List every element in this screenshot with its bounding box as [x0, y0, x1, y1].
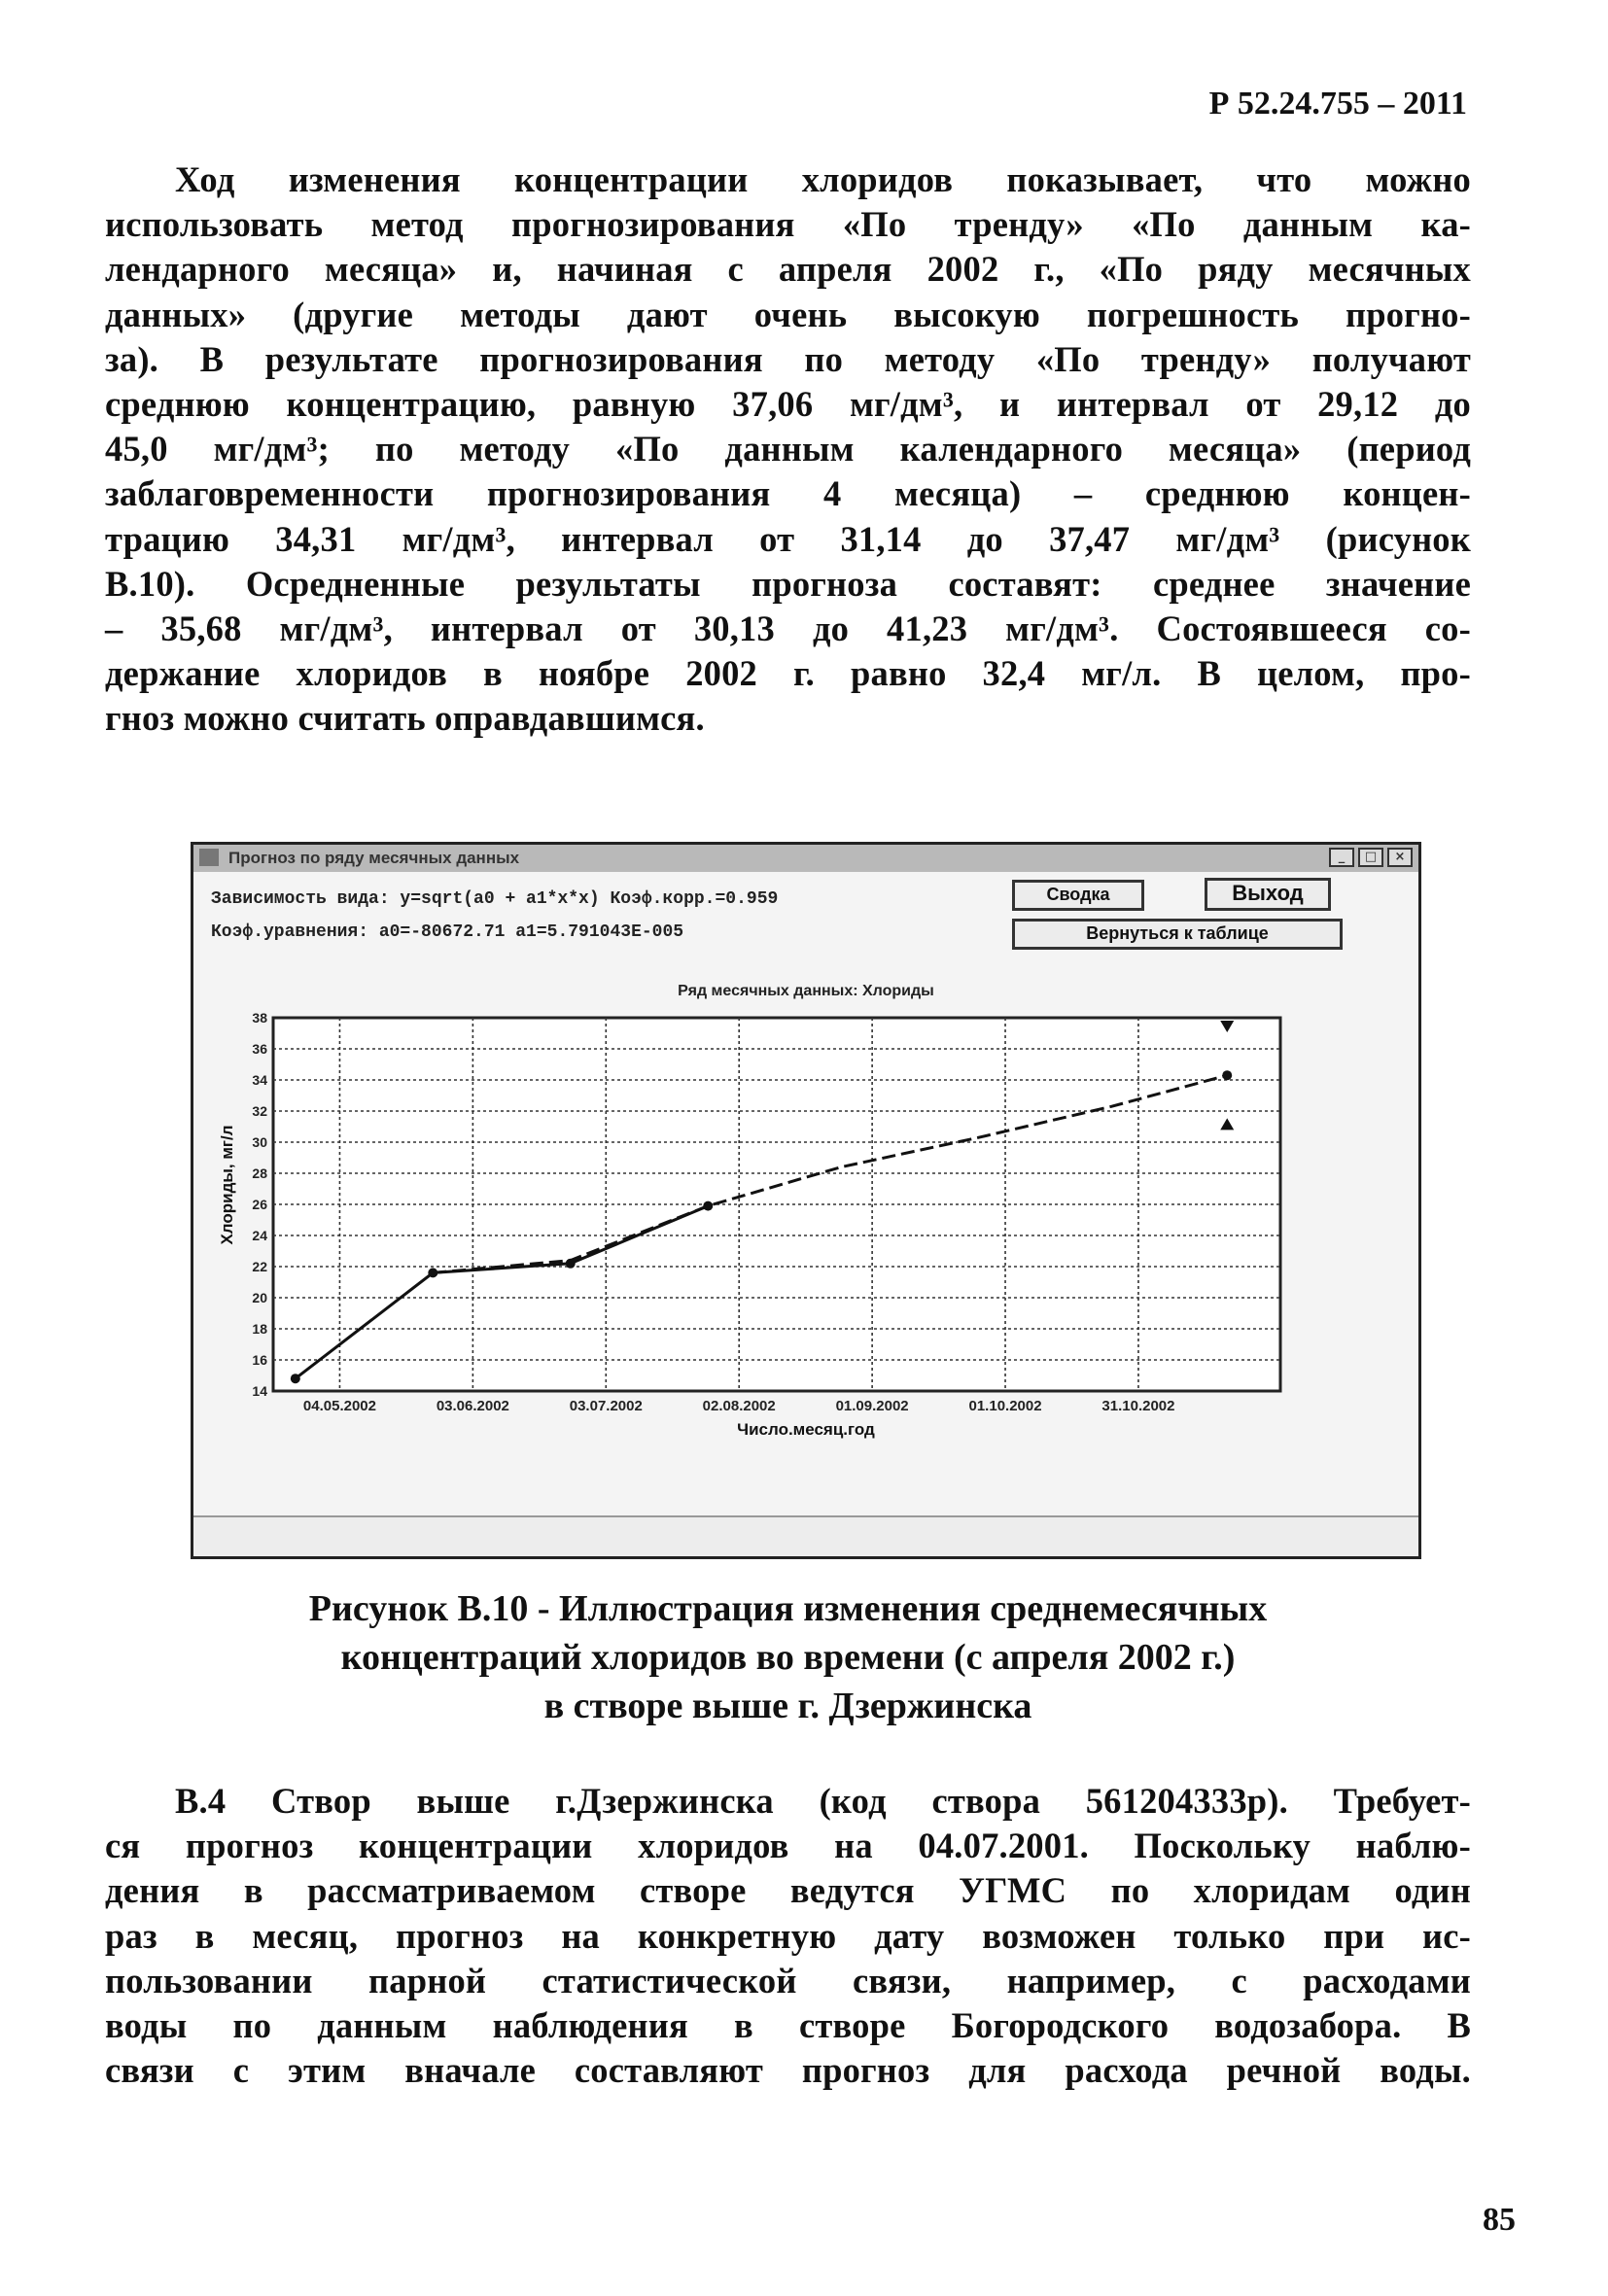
text-line: использовать метод прогнозирования «По тренду» «По данным ка-	[105, 204, 1471, 245]
y-axis-label: Хлориды, мг/л	[218, 1125, 236, 1245]
text-line: воды по данным наблюдения в створе Богородского водозабора. В	[105, 2005, 1471, 2046]
text-line: заблаговременности прогнозирования 4 месяца) – среднюю концен-	[105, 473, 1471, 514]
x-tick-label: 03.06.2002	[436, 1398, 509, 1414]
observed-point	[291, 1374, 300, 1383]
y-tick-label: 34	[252, 1072, 267, 1088]
maximize-button[interactable]: □	[1358, 848, 1383, 867]
x-tick-label: 01.10.2002	[968, 1398, 1042, 1414]
text-line: за). В результате прогнозирования по методу «По тренду» получают	[105, 338, 1471, 379]
text-line: гноз можно считать оправдавшимся.	[105, 698, 705, 739]
caption-line: Рисунок В.10 - Иллюстрация изменения среднемесячных	[308, 1588, 1268, 1629]
y-tick-label: 38	[252, 1010, 267, 1026]
forecast-mean-point	[1222, 1070, 1232, 1080]
text-line: держание хлоридов в ноябре 2002 г. равно 32,4 мг/л. В целом, про-	[105, 653, 1471, 694]
text-line: дения в рассматриваемом створе ведутся УГМС по хлоридам один	[105, 1870, 1471, 1911]
observed-point	[703, 1201, 713, 1211]
page-number: 85	[1483, 2202, 1516, 2238]
document-code: Р 52.24.755 – 2011	[1208, 86, 1467, 122]
text-line: раз в месяц, прогноз на конкретную дату возможен только при ис-	[105, 1915, 1471, 1956]
y-tick-label: 26	[252, 1197, 267, 1212]
text-line: среднюю концентрацию, равную 37,06 мг/дм³, и интервал от 29,12 до	[105, 384, 1471, 425]
figure-caption	[105, 1584, 1471, 1730]
x-tick-label: 04.05.2002	[302, 1398, 376, 1414]
text-line: трацию 34,31 мг/дм³, интервал от 31,14 до 37,47 мг/дм³ (рисунок	[105, 518, 1471, 559]
y-tick-label: 30	[252, 1134, 267, 1150]
text-line: 45,0 мг/дм³; по методу «По данным календарного месяца» (период	[105, 429, 1471, 470]
y-tick-label: 18	[252, 1321, 267, 1337]
close-button[interactable]: ×	[1387, 848, 1413, 867]
x-tick-label: 02.08.2002	[702, 1398, 776, 1414]
paragraph-chlorides-trend	[105, 157, 1471, 742]
x-tick-label: 31.10.2002	[1101, 1398, 1175, 1414]
y-tick-label: 14	[252, 1383, 267, 1399]
y-tick-label: 20	[252, 1290, 267, 1305]
y-tick-label: 28	[252, 1165, 267, 1181]
text-line: пользовании парной статистической связи, например, с расходами	[105, 1960, 1471, 2000]
caption-line: в створе выше г. Дзержинска	[543, 1686, 1032, 1726]
text-line: В.10). Осредненные результаты прогноза составят: среднее значение	[105, 563, 1471, 604]
text-line: – 35,68 мг/дм³, интервал от 30,13 до 41,23 мг/дм³. Состоявшееся со-	[105, 609, 1471, 649]
x-tick-label: 01.09.2002	[835, 1398, 909, 1414]
text-line: ся прогноз концентрации хлоридов на 04.07.2001. Поскольку наблю-	[105, 1826, 1471, 1866]
y-tick-label: 32	[252, 1103, 267, 1119]
dependency-formula: Зависимость вида: y=sqrt(a0 + a1*x*x) Коэф.корр.=0.959	[211, 889, 779, 909]
summary-button[interactable]: Сводка	[1012, 880, 1144, 911]
forecast-window-screenshot	[191, 842, 1421, 1559]
status-bar	[193, 1515, 1418, 1556]
text-line: связи с этим вначале составляют прогноз для расхода речной воды.	[105, 2050, 1471, 2091]
y-tick-label: 16	[252, 1352, 267, 1368]
window-title: Прогноз по ряду месячных данных	[228, 849, 520, 867]
text-line: В.4 Створ выше г.Дзержинска (код створа 561204333р). Требует-	[175, 1781, 1471, 1821]
observed-point	[566, 1259, 576, 1269]
x-axis-label: Число.месяц.год	[737, 1420, 875, 1439]
text-line: Ход изменения концентрации хлоридов показывает, что можно	[175, 159, 1471, 199]
observed-point	[428, 1268, 437, 1277]
text-line: данных» (другие методы дают очень высокую погрешность прогно-	[105, 294, 1471, 334]
chart-title: Ряд месячных данных: Хлориды	[678, 983, 934, 999]
exit-button[interactable]: Выход	[1205, 878, 1331, 911]
text-line: лендарного месяца» и, начиная с апреля 2002 г., «По ряду месячных	[105, 249, 1471, 290]
caption-line: концентраций хлоридов во времени (с апреля 2002 г.)	[340, 1637, 1236, 1678]
back-to-table-button[interactable]: Вернуться к таблице	[1012, 919, 1343, 950]
y-tick-label: 22	[252, 1259, 267, 1274]
y-tick-label: 24	[252, 1228, 267, 1243]
equation-coefficients: Коэф.уравнения: a0=-80672.71 a1=5.791043E-005	[211, 922, 684, 942]
y-tick-label: 36	[252, 1041, 267, 1057]
x-tick-label: 03.07.2002	[569, 1398, 643, 1414]
minimize-button[interactable]: _	[1329, 848, 1354, 867]
paragraph-section-b4	[105, 1779, 1471, 2093]
